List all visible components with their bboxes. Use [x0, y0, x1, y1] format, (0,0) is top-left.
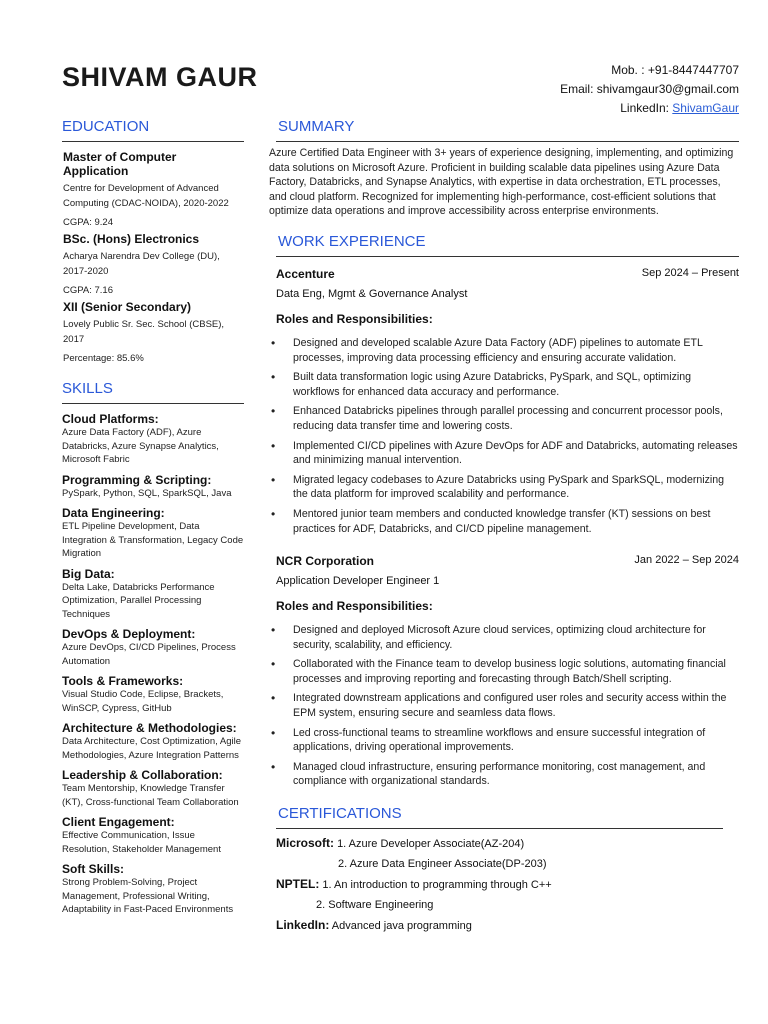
- education-item: [62, 232, 244, 298]
- certifications-heading: CERTIFICATIONS: [276, 805, 723, 829]
- responsibilities-label: Roles and Responsibilities:: [276, 599, 433, 614]
- list-item: • Designed and deployed Microsoft Azure cloud services, optimizing cloud architecture for security, scalability, and efficiency.: [276, 623, 739, 652]
- grade: Percentage: 85.6%: [63, 353, 144, 364]
- education-item: [62, 300, 244, 366]
- skill-text: Team Mentorship, Knowledge Transfer (KT), Cross-functional Team Collaboration: [62, 783, 239, 808]
- list-item: • Implemented CI/CD pipelines with Azure DevOps for ADF and Databricks, automating releases and minimizing manual intervention.: [276, 439, 739, 468]
- list-item: • Managed cloud infrastructure, ensuring performance monitoring, cost management, and compliance with organizational standards.: [276, 760, 739, 789]
- institution: Lovely Public Sr. Sec. School (CBSE), 2017: [63, 319, 225, 345]
- cert-line: LinkedIn: Advanced java programming: [276, 918, 472, 933]
- list-item: • Designed and developed scalable Azure Data Factory (ADF) pipelines to automate ETL processes, improving data processing efficiency and ensuring accurate validation.: [276, 336, 739, 365]
- skills-heading: SKILLS: [62, 380, 244, 404]
- skill-heading: Leadership & Collaboration:: [62, 768, 223, 782]
- linkedin-line: LinkedIn: ShivamGaur: [620, 101, 739, 115]
- summary-heading: SUMMARY: [276, 118, 739, 142]
- skill-text: ETL Pipeline Development, Data Integration & Transformation, Legacy Code Migration: [62, 521, 244, 559]
- skill-heading: Architecture & Methodologies:: [62, 721, 237, 735]
- job-entry: [276, 554, 739, 789]
- cert-line: 2. Software Engineering: [316, 899, 434, 912]
- skill-text: Visual Studio Code, Eclipse, Brackets, WinSCP, Cypress, GitHub: [62, 689, 224, 714]
- skill-heading: DevOps & Deployment:: [62, 627, 196, 641]
- degree-title: Master of Computer Application: [63, 150, 177, 178]
- job-entry: [276, 267, 739, 536]
- skill-heading: Tools & Frameworks:: [62, 674, 184, 688]
- company-name: NCR Corporation: [276, 554, 374, 569]
- skill-text: Strong Problem-Solving, Project Management, Professional Writing, Adaptability in Fast-Paced Environments: [62, 877, 234, 915]
- candidate-name: SHIVAM GAUR: [62, 62, 258, 92]
- certifications-section: [276, 833, 739, 936]
- list-item: • Mentored junior team members and conducted knowledge transfer (KT) sessions on best practices for ADF, Databricks, and CI/CD pipeline management.: [276, 507, 739, 536]
- skill-text: Effective Communication, Issue Resolution, Stakeholder Management: [62, 830, 221, 855]
- list-item: • Led cross-functional teams to streamline workflows and ensure successful integration of applications, driving operational improvements.: [276, 726, 739, 755]
- skill-text: Azure Data Factory (ADF), Azure Databricks, Azure Synapse Analytics, Microsoft Fabric: [62, 427, 219, 465]
- skill-heading: Cloud Platforms:: [62, 412, 159, 426]
- skill-text: Azure DevOps, CI/CD Pipelines, Process Automation: [62, 642, 236, 667]
- education-heading: EDUCATION: [62, 118, 244, 142]
- job-role: Data Eng, Mgmt & Governance Analyst: [276, 287, 468, 300]
- grade: CGPA: 7.16: [63, 285, 113, 296]
- institution: Acharya Narendra Dev College (DU), 2017-2020: [63, 251, 220, 277]
- skill-heading: Data Engineering:: [62, 506, 165, 520]
- mobile-line: Mob. : +91-8447447707: [611, 63, 739, 77]
- institution: Centre for Development of Advanced Computing (CDAC-NOIDA), 2020-2022: [63, 183, 229, 209]
- email-address: shivamgaur30@gmail.com: [596, 82, 739, 96]
- cert-line: NPTEL: 1. An introduction to programming through C++: [276, 877, 552, 892]
- list-item: • Migrated legacy codebases to Azure Databricks using PySpark and SparkSQL, modernizing the data platform for improved scalability and performance.: [276, 473, 739, 502]
- skill-heading: Soft Skills:: [62, 862, 125, 876]
- list-item: • Integrated downstream applications and configured user roles and security access within the EPM system, ensuring secure and seamless data flows.: [276, 691, 739, 720]
- skills-section: [62, 412, 244, 917]
- responsibilities-list: [276, 336, 739, 536]
- skill-text: Delta Lake, Databricks Performance Optimization, Parallel Processing Techniques: [62, 581, 215, 620]
- skill-heading: Client Engagement:: [62, 815, 175, 829]
- skill-heading: Programming & Scripting:: [62, 472, 212, 487]
- cert-line: 2. Azure Data Engineer Associate(DP-203): [338, 858, 547, 871]
- mobile-number: +91-8447447707: [647, 63, 739, 77]
- left-column: [62, 118, 244, 917]
- list-item: • Built data transformation logic using Azure Databricks, PySpark, and SQL, optimizing workflows for enhanced data accuracy and performance.: [276, 370, 739, 399]
- right-column: [269, 118, 739, 936]
- skill-heading: Big Data:: [62, 566, 115, 581]
- job-dates: Jan 2022 – Sep 2024: [634, 554, 739, 567]
- education-section: [62, 150, 244, 366]
- responsibilities-list: [276, 623, 739, 789]
- work-heading: WORK EXPERIENCE: [276, 233, 739, 257]
- contact-block: [560, 61, 739, 118]
- job-role: Application Developer Engineer 1: [276, 575, 440, 588]
- summary-text: Azure Certified Data Engineer with 3+ years of experience designing, implementing, and optimizing data solutions on Microsoft Azure. Proficient in building scalable data pipelines using Azure Data Factory, Databricks, and Synapse Analytics, with expertise in data orchestration, ETL processes, and cloud platform. Recognized for implementing high-performance, cost-efficient solutions that optimize data operations and improve accessibility across enterprise environments.: [269, 147, 734, 218]
- degree-title: BSc. (Hons) Electronics: [63, 232, 200, 246]
- email-line: Email: shivamgaur30@gmail.com: [560, 82, 739, 96]
- education-item: [62, 150, 244, 230]
- responsibilities-label: Roles and Responsibilities:: [276, 311, 433, 326]
- list-item: • Enhanced Databricks pipelines through parallel processing and concurrent processor pools, reducing data transfer time and lowering costs.: [276, 404, 739, 433]
- company-name: Accenture: [276, 266, 335, 281]
- job-dates: Sep 2024 – Present: [641, 266, 739, 279]
- cert-line: Microsoft: 1. Azure Developer Associate(AZ-204): [276, 836, 525, 851]
- degree-title: XII (Senior Secondary): [63, 300, 192, 314]
- grade: CGPA: 9.24: [63, 217, 113, 228]
- skill-text: PySpark, Python, SQL, SparkSQL, Java: [62, 487, 232, 499]
- list-item: • Collaborated with the Finance team to develop business logic solutions, automating financial processes and improving reporting and forecasting through Batch/Shell scripting.: [276, 657, 739, 686]
- linkedin-link[interactable]: ShivamGaur: [672, 101, 739, 115]
- skill-text: Data Architecture, Cost Optimization, Agile Methodologies, Azure Integration Patterns: [62, 736, 241, 761]
